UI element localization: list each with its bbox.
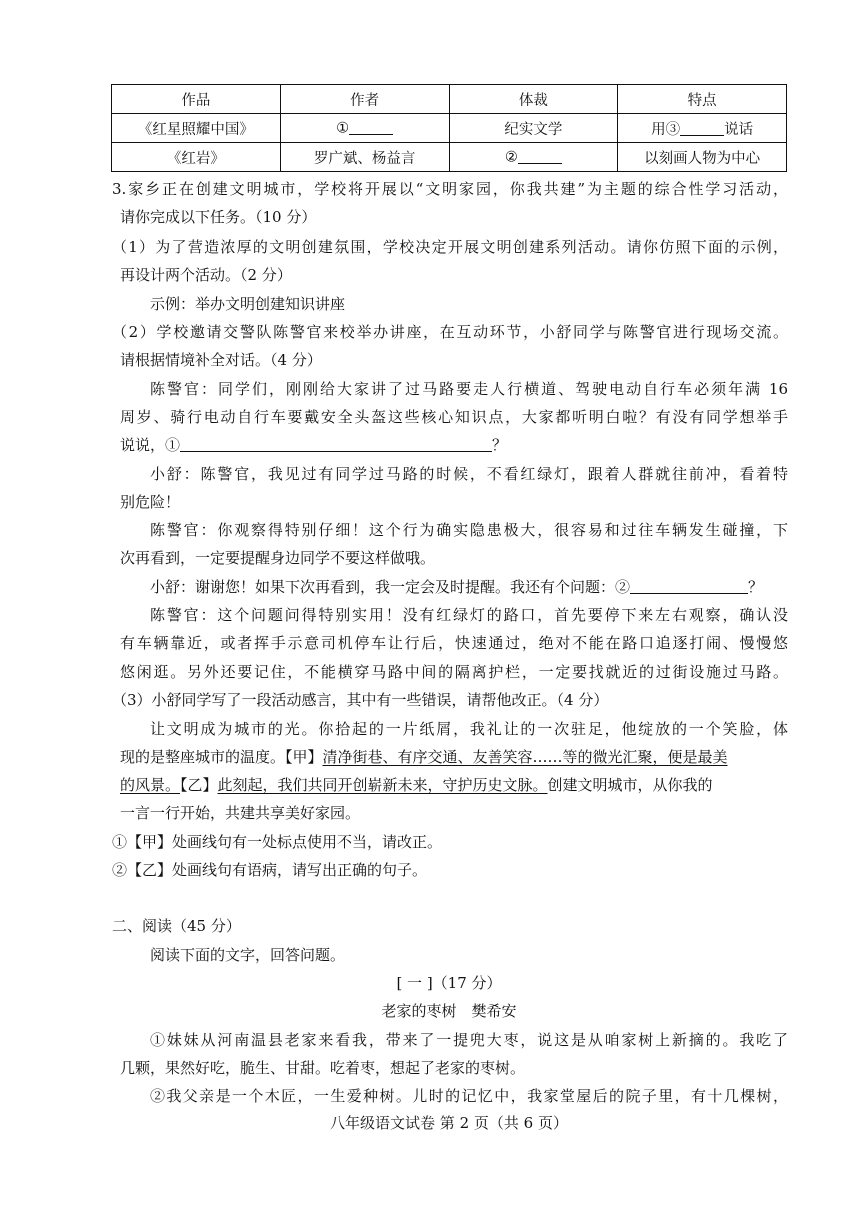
- feature-suffix: 说话: [724, 121, 754, 138]
- answer-blank[interactable]: [349, 119, 393, 135]
- table-row: [112, 114, 787, 143]
- answer-blank[interactable]: [518, 148, 562, 164]
- table-header-cell: 作者: [280, 85, 449, 114]
- q3-part1: （1）为了营造浓厚的文明创建氛围，学校决定开展文明创建系列活动。请你仿照下面的示例，: [112, 238, 788, 256]
- answer-blank[interactable]: [180, 436, 492, 452]
- reading-instruction: 阅读下面的文字，回答问题。: [150, 946, 346, 964]
- table-header-cell: 作品: [112, 85, 281, 114]
- essay-text: 创建文明城市，从你我的: [547, 776, 713, 794]
- answer-blank[interactable]: [630, 578, 748, 594]
- dialogue-line: 悠闲逛。另外还要记住，不能横穿马路中间的隔离护栏，一定要找就近的过街设施过马路。: [120, 663, 788, 681]
- part-label: [ 一 ]（17 分）: [396, 974, 502, 992]
- table-cell-work: 《红岩》: [112, 143, 281, 172]
- essay-line: [120, 774, 788, 796]
- table-cell-genre: [449, 143, 618, 172]
- dialogue-line: 次再看到，一定要提醒身边同学不要这样做哦。: [120, 549, 436, 567]
- dialogue-line: 陈警官：这个问题问得特别实用！没有红绿灯的路口，首先要停下来左右观察，确认没: [150, 606, 788, 624]
- essay-text: 现的是整座城市的温度。【甲】: [120, 748, 323, 766]
- dialogue-line: 周岁、骑行电动自行车要戴安全头盔这些核心知识点，大家都听明白啦？有没有同学想举手: [120, 408, 788, 426]
- article-paragraph: ①妹妹从河南温县老家来看我，带来了一提兜大枣，说这是从咱家树上新摘的。我吃了: [150, 1031, 788, 1049]
- q3-part3: （3）小舒同学写了一段活动感言，其中有一些错误，请帮他改正。（4 分）: [112, 691, 609, 709]
- table-header-row: [112, 85, 787, 114]
- table-cell-genre: 纪实文学: [449, 114, 618, 143]
- dialogue-text: 说说，①: [120, 436, 181, 454]
- q3-part2: 请根据情境补全对话。（4 分）: [120, 351, 322, 369]
- table-row: [112, 143, 787, 172]
- dialogue-line: [150, 576, 788, 598]
- table-cell-author: 罗广斌、杨益言: [280, 143, 449, 172]
- essay-text: 【乙】: [180, 776, 218, 794]
- dialogue-line: 有车辆靠近，或者挥手示意司机停车让行后，快速通过，绝对不能在路口追逐打闹、慢慢悠: [120, 634, 788, 652]
- task-item: ①【甲】处画线句有一处标点使用不当，请改正。: [112, 833, 443, 851]
- essay-line: [120, 746, 788, 768]
- underlined-sentence-yi: 此刻起，我们共同开创崭新未来，守护历史文脉。: [217, 776, 548, 794]
- literature-table: [111, 84, 787, 172]
- table-header-cell: 体裁: [449, 85, 618, 114]
- dialogue-text: ？: [748, 578, 764, 596]
- underlined-sentence-jia: 清净街巷、有序交通、友善笑容……等的微光汇聚，便是最美: [322, 748, 728, 766]
- table-cell-work: 《红星照耀中国》: [112, 114, 281, 143]
- article-paragraph: 几颗，果然好吃，脆生、甘甜。吃着枣，想起了老家的枣树。: [120, 1059, 526, 1077]
- underlined-sentence-jia: 的风景。: [120, 776, 181, 794]
- dialogue-line: 小舒：陈警官，我见过有同学过马路的时候，不看红绿灯，跟着人群就往前冲，看着特: [150, 465, 788, 483]
- table-header-cell: 特点: [618, 85, 787, 114]
- essay-line: 让文明成为城市的光。你拾起的一片纸屑，我礼让的一次驻足，他绽放的一个笑脸，体: [150, 720, 788, 738]
- table-cell-author: [280, 114, 449, 143]
- dialogue-line: 别危险！: [120, 493, 181, 511]
- dialogue-line: 陈警官：你观察得特别仔细！这个行为确实隐患极大，很容易和过往车辆发生碰撞，下: [150, 521, 788, 539]
- dialogue-text: 小舒：谢谢您！如果下次再看到，我一定会及时提醒。我还有个问题：②: [150, 578, 631, 596]
- dialogue-line: [120, 434, 788, 456]
- blank-label: 用③: [651, 121, 681, 138]
- blank-label: ①: [336, 120, 350, 137]
- task-item: ②【乙】处画线句有语病，请写出正确的句子。: [112, 861, 428, 879]
- answer-blank[interactable]: [680, 120, 724, 136]
- dialogue-line: 陈警官：同学们，刚刚给大家讲了过马路要走人行横道、驾驶电动自行车必须年满 16: [150, 380, 788, 398]
- essay-line: 一言一行开始，共建共享美好家园。: [120, 804, 361, 822]
- q3-part1: 再设计两个活动。（2 分）: [120, 266, 292, 284]
- q3-part2: （2）学校邀请交警队陈警官来校举办讲座，在互动环节，小舒同学与陈警官进行现场交流。: [112, 323, 788, 341]
- table-cell-feature: [618, 114, 787, 143]
- dialogue-text: ？: [492, 436, 508, 454]
- q3-intro: 3.家乡正在创建文明城市，学校将开展以“文明家园，你我共建”为主题的综合性学习活动，: [112, 180, 788, 198]
- table-cell-feature: 以刻画人物为中心: [618, 143, 787, 172]
- article-title: 老家的枣树 樊希安: [381, 1002, 517, 1020]
- blank-label: ②: [504, 149, 518, 166]
- page-footer: 八年级语文试卷 第 2 页（共 6 页）: [330, 1114, 568, 1132]
- example-text: 示例：举办文明创建知识讲座: [150, 295, 346, 313]
- q3-intro: 请你完成以下任务。（10 分）: [120, 208, 317, 226]
- section-heading: 二、阅读（45 分）: [112, 917, 241, 935]
- article-paragraph: ②我父亲是一个木匠，一生爱种树。儿时的记忆中，我家堂屋后的院子里，有十几棵树，: [150, 1087, 788, 1105]
